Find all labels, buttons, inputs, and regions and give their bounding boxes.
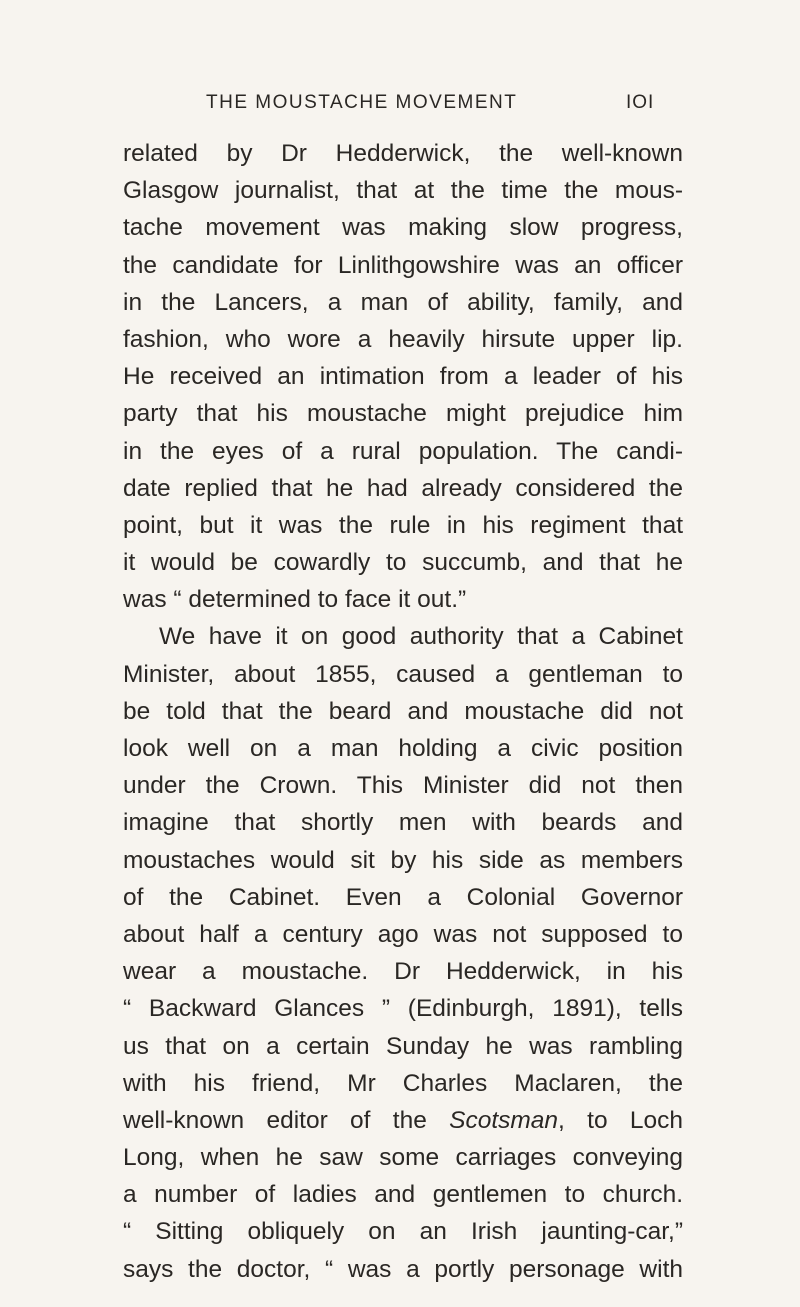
text-line: wear a moustache. Dr Hedderwick, in his (123, 958, 683, 986)
text-line: look well on a man holding a civic position (123, 735, 683, 762)
text-line: tache movement was making slow progress, (123, 214, 683, 242)
text-line: says the doctor, “ was a portly personage with (123, 1255, 683, 1283)
text-line: was “ determined to face it out.” (123, 586, 467, 614)
text-line: party that his moustache might prejudice him (123, 400, 683, 428)
text-line: a number of ladies and gentlemen to church. (123, 1181, 683, 1209)
text-line: Minister, about 1855, caused a gentleman to (123, 660, 683, 688)
text-line: with his friend, Mr Charles Maclaren, the (123, 1069, 683, 1097)
text-run: , to Loch (558, 1106, 683, 1134)
text-line: Long, when he saw some carriages conveying (123, 1144, 683, 1172)
text-line: in the eyes of a rural population. The candi- (123, 437, 683, 465)
text-line: He received an intimation from a leader of his (123, 363, 683, 391)
text-line: related by Dr Hedderwick, the well-known (123, 140, 683, 167)
text-line: imagine that shortly men with beards and (123, 809, 683, 837)
text-line: Glasgow journalist, that at the time the mous- (123, 177, 683, 205)
text-line: moustaches would sit by his side as members (123, 846, 683, 874)
text-line: “ Backward Glances ” (Edinburgh, 1891), tells (123, 995, 683, 1023)
text-line: date replied that he had already considered the (123, 474, 683, 502)
text-line: “ Sitting obliquely on an Irish jaunting-car,” (123, 1218, 683, 1246)
text-line: We have it on good authority that a Cabinet (159, 623, 683, 651)
text-line: point, but it was the rule in his regiment that (123, 511, 683, 539)
text-run: well-known editor of the (123, 1106, 450, 1134)
text-line: be told that the beard and moustache did not (123, 697, 683, 725)
text-line: the candidate for Linlithgowshire was an officer (123, 251, 683, 279)
text-line: under the Crown. This Minister did not then (123, 772, 683, 800)
text-line: of the Cabinet. Even a Colonial Governor (123, 883, 683, 911)
publication-title: Scotsman (449, 1106, 559, 1134)
text-line: about half a century ago was not supposed to (123, 920, 683, 948)
text-line: in the Lancers, a man of ability, family, and (123, 288, 683, 316)
text-line: us that on a certain Sunday he was rambling (123, 1032, 683, 1060)
text-line: fashion, who wore a heavily hirsute upper lip. (123, 325, 683, 353)
body-text (123, 135, 683, 1288)
text-line: it would be cowardly to succumb, and that he (123, 549, 683, 577)
text-line (123, 1102, 683, 1139)
page-number: IOI (626, 92, 655, 113)
running-title: THE MOUSTACHE MOVEMENT (206, 92, 518, 113)
